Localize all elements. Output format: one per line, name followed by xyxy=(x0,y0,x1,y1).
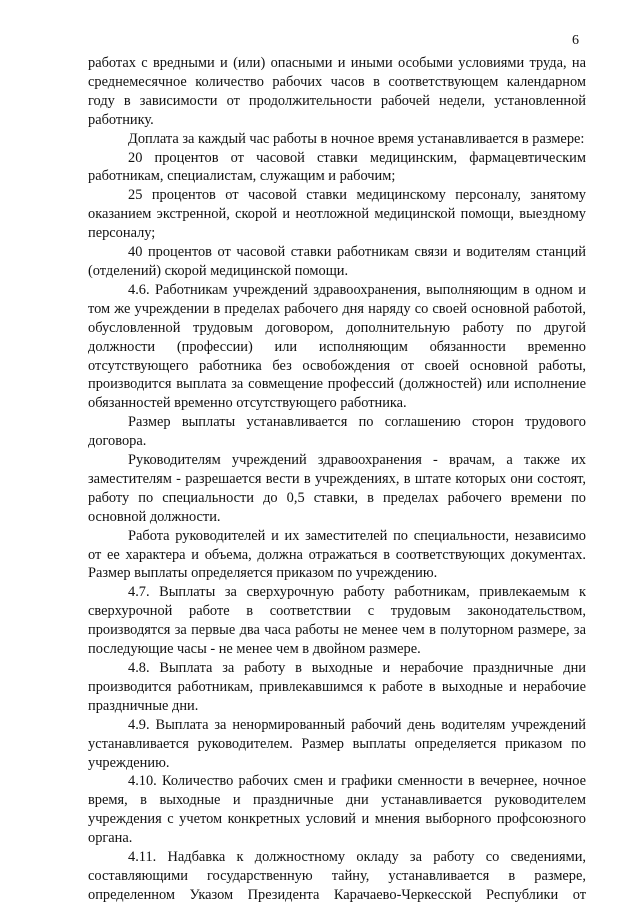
paragraph-night-pay: Доплата за каждый час работы в ночное время устанавливается в размере: xyxy=(128,130,585,147)
paragraph-4-10: 4.10. Количество рабочих смен и графики сменности в вечернее, ночное время, в выходные и праздничные дни устанавливается руководителем учреждения с учетом конкретных условий и мнения выборного профсоюзного органа. xyxy=(88,773,586,847)
paragraph-rate-20: 20 процентов от часовой ставки медицинским, фармацевтическим работникам, специалистам, служащим и рабочим; xyxy=(88,149,586,185)
paragraph-4-6: 4.6. Работникам учреждений здравоохранения, выполняющим в одном и том же учреждении в пределах рабочего дня наряду со своей основной работой, обусловленной трудовым договором, дополнительную работу по другой должности (профессии) или исполняющим обязанности временно отсутствующего работника без освобождения от своей основной работы, производится выплата за совмещение профессий (должностей) или исполнение обязанностей временно отсутствующего работника. xyxy=(88,281,586,412)
paragraph-rate-40: 40 процентов от часовой ставки работникам связи и водителям станций (отделений) скорой медицинской помощи. xyxy=(88,244,586,279)
page-number: 6 xyxy=(572,33,579,48)
paragraph-managers-docs: Работа руководителей и их заместителей по специальности, независимо от ее характера и объема, должна отражаться в соответствующих документах. Размер выплаты определяется приказом по учреждению. xyxy=(88,527,586,582)
paragraph-payment-agreement: Размер выплаты устанавливается по соглашению сторон трудового договора. xyxy=(88,414,586,450)
paragraph-4-7: 4.7. Выплаты за сверхурочную работу работникам, привлекаемым к сверхурочной работе в соответствии с трудовым законодательством, производятся за первые два часа работы не менее чем в полуторном размере, за последующие часы - не менее чем в двойном размере. xyxy=(88,584,586,658)
paragraph-rate-25: 25 процентов от часовой ставки медицинскому персоналу, занятому оказанием экстренной, скорой и неотложной медицинской помощи, выездному персоналу; xyxy=(88,187,586,242)
paragraph-4-8: 4.8. Выплата за работу в выходные и нерабочие праздничные дни производится работникам, привлекавшимся к работе в выходные и нерабочие праздничные дни. xyxy=(88,660,586,714)
paragraph-4-9: 4.9. Выплата за ненормированный рабочий день водителям учреждений устанавливается руководителем. Размер выплаты определяется приказом по учреждению. xyxy=(88,716,586,771)
paragraph-continuation: работах с вредными и (или) опасными и иными особыми условиями труда, на среднемесячное количество рабочих часов в соответствующем календарном году в зависимости от продолжительности рабочей недели, установленной работнику. xyxy=(88,55,586,128)
paragraph-4-11: 4.11. Надбавка к должностному окладу за работу со сведениями, составляющими государственную тайну, устанавливается в размере, определенном Указом Президента Карачаево-Черкесской Республики от xyxy=(88,849,586,903)
document-text xyxy=(88,54,586,905)
paragraph-managers-work: Руководителям учреждений здравоохранения - врачам, а также их заместителям - разрешается вести в учреждениях, в штате которых они состоят, работу по специальности до 0,5 ставки, в пределах рабочего времени по основной должности. xyxy=(88,452,586,525)
